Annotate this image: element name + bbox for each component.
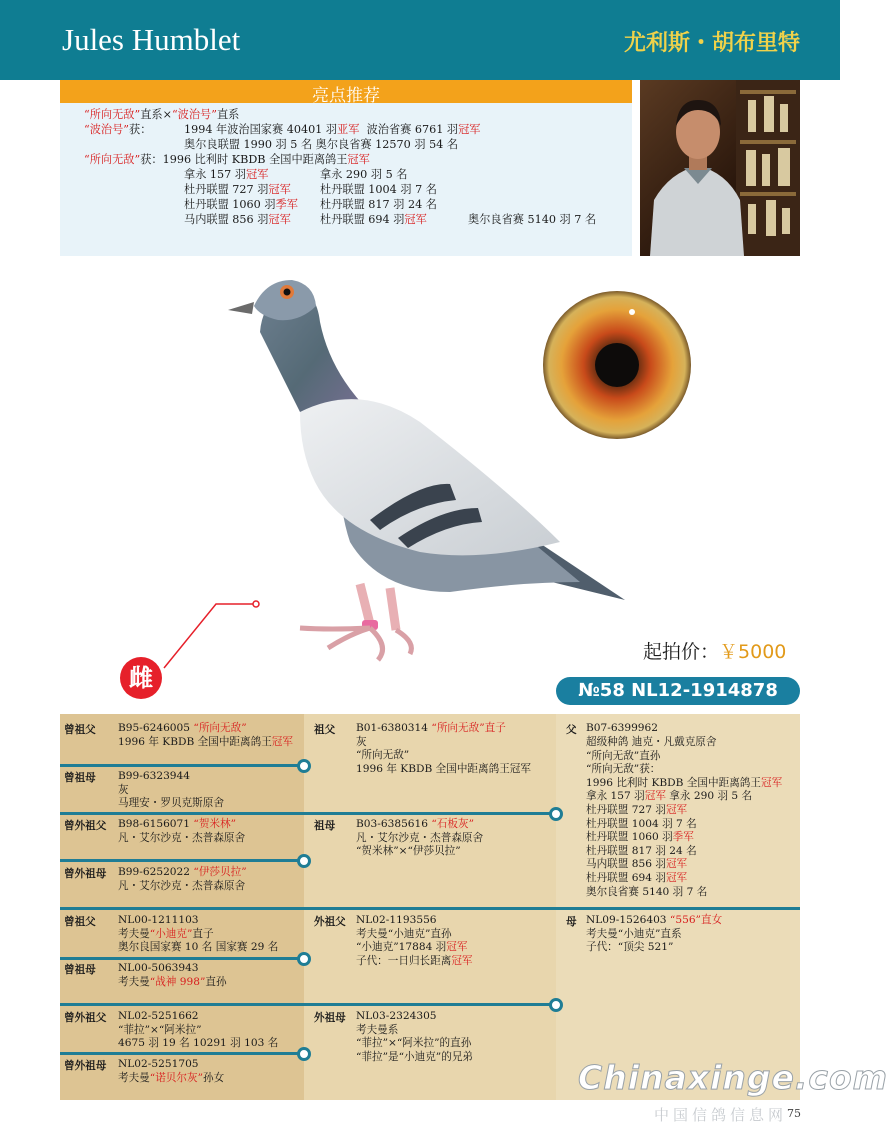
sire-id: B07-6399962 bbox=[586, 722, 659, 734]
highlight-line-2-detail: 1994 年波治国家赛 40401 羽亚军 波治省赛 6761 羽冠军 bbox=[184, 123, 481, 136]
ggf1-text: B95-6246005 “所向无敌” 1996 年 KBDB 全国中距离鸽王冠军 bbox=[118, 722, 293, 748]
highlight-line-2: “波治号”获： bbox=[84, 123, 152, 136]
sire-line: 杜丹联盟 694 羽冠军 bbox=[586, 872, 688, 884]
ring-number-badge: №58 NL12-1914878 bbox=[556, 677, 800, 705]
highlight-line-3: 奥尔良联盟 1990 羽 5 名 奥尔良省赛 12570 羽 54 名 bbox=[184, 138, 459, 151]
sire-line: “所向无敌”获： bbox=[586, 763, 661, 776]
pedigree-node bbox=[549, 998, 563, 1012]
highlight-line-5b: 拿永 290 羽 5 名 bbox=[320, 168, 408, 181]
dam-text: NL09-1526403 “556”直女 考夫曼“小迪克”直系 子代：“顶尖 521” bbox=[586, 914, 723, 954]
pigeon-eye-image bbox=[542, 290, 692, 440]
sire-line: 杜丹联盟 817 羽 24 名 bbox=[586, 844, 697, 857]
gm1-text: B03-6385616 “石板灰” 凡・艾尔沙克・杰普森原舍 “贺米林”×“伊莎贝拉” bbox=[356, 818, 484, 858]
gf2-label: 外祖父 bbox=[314, 916, 346, 928]
gf1-text: B01-6380314 “所向无敌”直子 灰 “所向无敌” 1996 年 KBDB 全国中距离鸽王冠军 bbox=[356, 722, 531, 775]
sire-line: 杜丹联盟 727 羽冠军 bbox=[586, 804, 688, 816]
ggm1-text: B99-6323944 灰 马理安・罗贝克斯原舍 bbox=[118, 770, 224, 810]
pedigree-line bbox=[60, 957, 304, 960]
ggm1-label: 曾祖母 bbox=[64, 772, 96, 784]
sire-line: 杜丹联盟 1004 羽 7 名 bbox=[586, 817, 697, 830]
pedigree-line bbox=[60, 859, 304, 862]
pedigree-line bbox=[60, 764, 304, 767]
ggf4-label: 曾外祖父 bbox=[64, 1012, 107, 1024]
ggf4-text: NL02-5251662 “菲拉”×“阿米拉” 4675 羽 19 名 10291 羽 103 名 bbox=[118, 1010, 279, 1050]
header-title-cn: 尤利斯・胡布里特 bbox=[623, 30, 800, 56]
highlight-line-6b: 杜丹联盟 1004 羽 7 名 bbox=[320, 183, 437, 196]
sire-line: 奥尔良省赛 5140 羽 7 名 bbox=[586, 885, 708, 898]
sire-line: 1996 比利时 KBDB 全国中距离鸽王冠军 bbox=[586, 776, 783, 789]
ggm4-text: NL02-5251705 考夫曼“诺贝尔灰”孙女 bbox=[118, 1058, 225, 1084]
breeder-photo bbox=[640, 80, 800, 256]
sire-line: 杜丹联盟 1060 羽季军 bbox=[586, 831, 694, 844]
sire-label: 父 bbox=[566, 724, 577, 736]
highlight-line-4: “所向无敌”获：1996 比利时 KBDB 全国中距离鸽王冠军 bbox=[84, 153, 370, 166]
ggf1-label: 曾祖父 bbox=[64, 724, 96, 736]
pedigree-node bbox=[297, 759, 311, 773]
pedigree-node bbox=[297, 1047, 311, 1061]
pedigree-line bbox=[60, 907, 800, 910]
ggm3-label: 曾祖母 bbox=[64, 964, 96, 976]
highlight-line-1: “所向无敌”直系×“波治号”直系 bbox=[84, 108, 240, 121]
gf2-text: NL02-1193556 考夫曼“小迪克”直孙 “小迪克”17884 羽冠军 子代：一日归长距离冠军 bbox=[356, 914, 473, 967]
highlights-title-bar bbox=[60, 80, 632, 106]
highlight-line-6a: 杜丹联盟 727 羽冠军 bbox=[184, 183, 291, 196]
highlight-line-7a: 杜丹联盟 1060 羽季军 bbox=[184, 198, 298, 211]
sex-badge: 雌 bbox=[120, 657, 162, 699]
highlight-line-8c: 奥尔良省赛 5140 羽 7 名 bbox=[468, 213, 597, 226]
header-title-en: Jules Humblet bbox=[62, 22, 241, 57]
pedigree-line bbox=[60, 1052, 304, 1055]
watermark-logo: Chinaxinge.com bbox=[578, 1058, 888, 1097]
price-value: ￥5000 bbox=[719, 641, 787, 663]
ggf3-text: NL00-1211103 考夫曼“小迪克”直子 奥尔良国家赛 10 名 国家赛 29 名 bbox=[118, 914, 279, 954]
ggf2-text: B98-6156071 “贺米林” 凡・艾尔沙克・杰普森原舍 bbox=[118, 818, 246, 844]
page-number: 75 bbox=[787, 1107, 801, 1120]
sire-line: 拿永 157 羽冠军 拿永 290 羽 5 名 bbox=[586, 790, 753, 803]
ggf3-label: 曾祖父 bbox=[64, 916, 96, 928]
gm1-label: 祖母 bbox=[314, 820, 336, 832]
pedigree-node bbox=[297, 952, 311, 966]
highlight-line-5a: 拿永 157 羽冠军 bbox=[184, 168, 269, 181]
price-label: 起拍价：￥5000 bbox=[643, 641, 787, 663]
gm2-label: 外祖母 bbox=[314, 1012, 346, 1024]
sire-line: 马内联盟 856 羽冠军 bbox=[586, 858, 688, 871]
pedigree-node bbox=[297, 854, 311, 868]
pedigree-line bbox=[60, 812, 552, 815]
pedigree-node bbox=[549, 807, 563, 821]
highlight-line-8b: 杜丹联盟 694 羽冠军 bbox=[320, 213, 427, 226]
highlight-line-7b: 杜丹联盟 817 羽 24 名 bbox=[320, 198, 437, 211]
pedigree-line bbox=[60, 1003, 552, 1006]
callout-line bbox=[160, 600, 270, 670]
dam-label: 母 bbox=[566, 916, 577, 928]
ggm3-text: NL00-5063943 考夫曼“战神 998”直孙 bbox=[118, 962, 227, 988]
gm2-text: NL03-2324305 考夫曼系 “菲拉”×“阿米拉”的直孙 “菲拉”是“小迪克”的兄弟 bbox=[356, 1010, 474, 1063]
highlight-line-8a: 马内联盟 856 羽冠军 bbox=[184, 213, 291, 226]
header-bar bbox=[0, 0, 840, 80]
gf1-label: 祖父 bbox=[314, 724, 336, 736]
ggm2-text: B99-6252022 “伊莎贝拉” 凡・艾尔沙克・杰普森原舍 bbox=[118, 866, 247, 892]
highlights-title: 亮点推荐 bbox=[312, 86, 380, 106]
sire-line: “所向无敌”直孙 bbox=[586, 749, 661, 762]
ggf2-label: 曾外祖父 bbox=[64, 820, 107, 832]
ggm2-label: 曾外祖母 bbox=[64, 868, 107, 880]
sire-line: 超级种鸽 迪克・凡戴克原舍 bbox=[586, 736, 717, 748]
ggm4-label: 曾外祖母 bbox=[64, 1060, 107, 1072]
watermark-cn: 中国信鸽信息网 bbox=[654, 1106, 788, 1124]
